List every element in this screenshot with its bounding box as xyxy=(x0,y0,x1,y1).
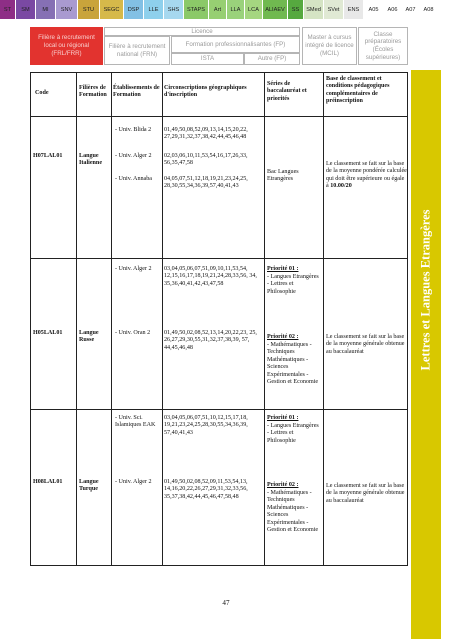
category-frl: Filière à recrutement local ou régional (FRL/FRR) xyxy=(30,27,103,65)
category-master: Master à cursus intégré de licence (MCIL) xyxy=(302,27,357,65)
tab-shs[interactable]: SHS xyxy=(164,0,184,19)
row-etablissement: - Univ. Annaba xyxy=(115,176,153,182)
row-circonscription: 01,49,50,02,08,52,13,14,20,22,23, 25, 26,27,29,30,55,31,32,37,38,39, 57, 44,45,46,48 xyxy=(164,330,257,351)
row-code: H05LAL01 xyxy=(33,330,63,336)
row-etablissement: - Univ. Oran 2 xyxy=(115,330,151,336)
row-code: H08LAL01 xyxy=(33,479,63,485)
row-filiere: Langue Turque xyxy=(79,479,99,493)
category-frn: Filière à recrutement national (FRN) xyxy=(104,36,170,65)
row-base-text: Le classement se fait sur la base de la moyenne pondérée calculée qui doit être supérieure ou égale à xyxy=(326,161,407,190)
row-circonscription: 03,04,05,06,07,51,10,12,15,17,18, 19,21,23,24,25,28,30,55,34,36,39, 57,40,41,43 xyxy=(164,415,248,436)
row-priority-1-title: Priorité 01 : xyxy=(267,266,299,272)
section-side-label-text: Lettres et Langues Etrangères xyxy=(418,209,433,371)
tab-smed[interactable]: SMed xyxy=(304,0,324,19)
header-code: Code xyxy=(35,90,49,96)
tab-stu[interactable]: STU xyxy=(78,0,100,19)
tab-svet[interactable]: SVet xyxy=(324,0,344,19)
tab-lle[interactable]: LLE xyxy=(144,0,164,19)
row-base: Le classement se fait sur la base de la moyenne générale obtenue au baccalauréat xyxy=(326,334,405,355)
row-circonscription: 04,05,07,51,12,18,19,21,23,24,25, 28,30,55,34,36,39,57,40,41,43 xyxy=(164,176,248,190)
tab-lca[interactable]: LCA xyxy=(245,0,263,19)
header-etablissements: Établissements de Formation xyxy=(113,85,160,99)
tab-aliaev[interactable]: ALIAEV xyxy=(263,0,288,19)
row-etablissement: - Univ. Alger 2 xyxy=(115,153,152,159)
tab-a07[interactable]: A07 xyxy=(402,0,420,19)
tab-a05[interactable]: A05 xyxy=(364,0,384,19)
category-prepa: Classe préparatoires (Écoles supérieures) xyxy=(358,27,408,65)
row-priority-2-title: Priorité 02 : xyxy=(267,482,299,488)
page-number: 47 xyxy=(222,599,230,607)
formations-table xyxy=(30,72,408,566)
tab-staps[interactable]: STAPS xyxy=(184,0,209,19)
row-base-threshold: 10.00/20 xyxy=(330,183,352,190)
row-circonscription: 03,04,05,06,07,51,09,10,11,53,54, 12,15,16,17,18,19,21,24,28,33,56, 34, 35,36,40,41,42,43,47,58 xyxy=(164,266,257,287)
header-base: Base de classement et conditions pédagogiques complémentaires de préinscription xyxy=(326,76,390,105)
row-series: Bac Langues Etrangères xyxy=(267,169,299,183)
row-filiere: Langue Italienne xyxy=(79,153,103,167)
tab-art[interactable]: Art xyxy=(209,0,227,19)
row-base: Le classement se fait sur la base de la moyenne générale obtenue au baccalauréat xyxy=(326,483,405,504)
row-priority-1-items: - Langues Etrangères - Lettres et Philosophie xyxy=(267,423,319,444)
tab-lla[interactable]: LLA xyxy=(227,0,245,19)
row-priority-2-items: - Mathématiques - Techniques Mathématiques - Sciences Expérimentales - Gestion et Economie xyxy=(267,342,319,386)
header-filieres: Filières de Formation xyxy=(79,85,107,99)
header-series: Séries de baccalauréat et priorités xyxy=(267,81,307,102)
tab-dsp[interactable]: DSP xyxy=(124,0,144,19)
row-filiere: Langue Russe xyxy=(79,330,99,344)
tab-ens[interactable]: ENS xyxy=(344,0,364,19)
tab-snv[interactable]: SNV xyxy=(56,0,78,19)
tab-sm[interactable]: SM xyxy=(16,0,36,19)
tab-ss[interactable]: SS xyxy=(288,0,304,19)
row-priority-2-items: - Mathématiques - Techniques Mathématiques - Sciences Expérimentales - Gestion et Economie xyxy=(267,490,319,534)
row-priority-1-items: - Langues Etrangères - Lettres et Philosophie xyxy=(267,274,319,295)
row-priority-1-title: Priorité 01 : xyxy=(267,415,299,421)
category-licence: Licence xyxy=(104,27,300,36)
row-base xyxy=(326,161,408,191)
category-fp: Formation professionnalisantes (FP) xyxy=(171,36,300,53)
tab-a08[interactable]: A08 xyxy=(420,0,438,19)
row-circonscription: 01,49,50,02,08,52,09,11,53,54,13, 14,16,20,22,26,27,29,31,32,33,56, 35,37,38,42,44,45,46,47,58,48 xyxy=(164,479,248,500)
row-priority-2-title: Priorité 02 : xyxy=(267,334,299,340)
category-ista: ISTA xyxy=(171,53,244,65)
row-etablissement: - Univ. Sci. Islamiques EAK xyxy=(115,415,156,429)
tab-a06[interactable]: A06 xyxy=(384,0,402,19)
tab-st[interactable]: ST xyxy=(0,0,16,19)
category-autre: Autre (FP) xyxy=(244,53,300,65)
domain-tab-bar xyxy=(0,0,452,19)
tab-mi[interactable]: MI xyxy=(36,0,56,19)
row-circonscription: 01,49,50,08,52,09,13,14,15,20,22, 27,29,31,32,37,38,42,44,45,46,48 xyxy=(164,127,248,141)
tab-segc[interactable]: SEGC xyxy=(100,0,124,19)
row-code: H07LAL01 xyxy=(33,153,63,159)
row-etablissement: - Univ. Alger 2 xyxy=(115,266,152,272)
row-circonscription: 02,03,06,10,11,53,54,16,17,26,33, 56,35,47,58 xyxy=(164,153,248,167)
row-etablissement: - Univ. Alger 2 xyxy=(115,479,152,485)
header-circonscriptions: Circonscriptions géographiques d'inscription xyxy=(164,85,247,99)
row-etablissement: - Univ. Blida 2 xyxy=(115,127,152,133)
